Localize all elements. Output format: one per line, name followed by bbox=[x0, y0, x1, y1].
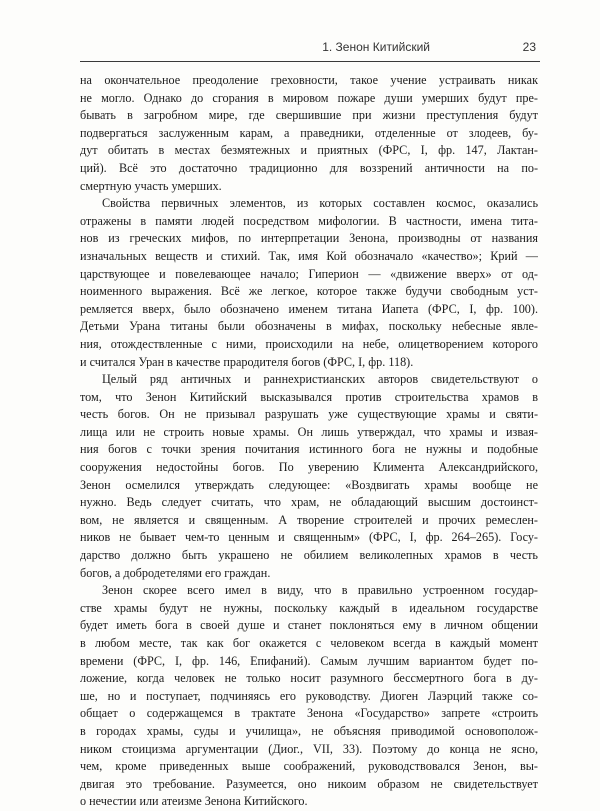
text-line: честь богов. Он не призывал разрушать уже существующие храмы и святи- bbox=[80, 407, 538, 422]
text-line: Зенон скорее всего имел в виду, что в правильно устроенном государ- bbox=[102, 583, 538, 598]
text-line: Целый ряд античных и раннехристианских авторов свидетельствуют о bbox=[102, 372, 538, 387]
text-line: ремляется вверх, было обозначено именем титана Иапета (ФРС, I, фр. 100). bbox=[80, 301, 538, 316]
text-line: ником стоицизма аргументации (Диог., VII, 33). Поэтому до конца не ясно, bbox=[80, 741, 538, 756]
text-line: вом, не является и священным. А творение строителей и прочих ремеслен- bbox=[80, 512, 538, 527]
text-line: лища или не строить новые храмы. Он лишь утверждал, что храмы и извая- bbox=[80, 424, 538, 439]
text-line: двигая это требование. Разумеется, оно никоим образом не свидетельствует bbox=[80, 776, 538, 791]
text-line: царствующее и повелевающее начало; Гиперион — «движение вверх» от од- bbox=[80, 266, 538, 281]
text-line: смертную участь умерших. bbox=[80, 178, 222, 193]
text-line: ложение, когда человек не только носит разумного бессмертного бога в ду- bbox=[80, 671, 538, 686]
page-text-body bbox=[80, 72, 538, 811]
text-line: стве храмы будут не нужны, поскольку каждый в идеальном государстве bbox=[80, 600, 538, 615]
text-line: нов из греческих мифов, по интерпретации Зенона, производны от названия bbox=[80, 231, 538, 246]
text-line: сооружения недостойны богов. По уверению Климента Александрийского, bbox=[80, 460, 538, 475]
text-line: не могло. Однако до сгорания в мировом пожаре души умерших будут пре- bbox=[80, 90, 538, 105]
paragraph bbox=[80, 195, 538, 371]
text-line: времени (ФРС, I, фр. 146, Епифаний). Самым лучшим вариантом будет по- bbox=[80, 653, 538, 668]
text-line: будет иметь бога в своей душе и станет поклоняться ему в личном общении bbox=[80, 618, 538, 633]
text-line: том, что Зенон Китийский высказывался против строительства храмов в bbox=[80, 389, 538, 404]
page-number: 23 bbox=[522, 40, 536, 54]
text-line: бывать в загробном мире, где свершившие при жизни преступления будут bbox=[80, 108, 538, 123]
text-line: дут обитать в местах безмятежных и приятных (ФРС, I, фр. 147, Лактан- bbox=[80, 143, 538, 158]
text-line: Зенон осмелился утверждать следующее: «Воздвигать храмы вообще не bbox=[80, 477, 538, 492]
text-line: богов, а добродетелями его граждан. bbox=[80, 565, 271, 580]
text-line: Свойства первичных элементов, из которых составлен космос, оказались bbox=[102, 196, 538, 211]
text-line: ния богов с точки зрения почитания истинного бога не нужны и подобные bbox=[80, 442, 538, 457]
text-line: ций). Всё это достаточно традиционно для воззрений античности на по- bbox=[80, 160, 538, 175]
paragraph bbox=[80, 371, 538, 582]
text-line: общает о содержащемся в трактате Зенона «Государство» запрете «строить bbox=[80, 706, 538, 721]
text-line: изначальных веществ и стихий. Так, имя Кой обозначало «качество»; Крий — bbox=[80, 248, 538, 263]
text-line: о нечестии или атеизме Зенона Китийского. bbox=[80, 794, 308, 809]
text-line: в любом месте, так как бог окажется с человеком всегда в каждый момент bbox=[80, 636, 538, 650]
running-head bbox=[80, 39, 540, 62]
paragraph bbox=[80, 72, 538, 195]
text-line: отражены в памяти людей посредством мифологии. В частности, имена тита- bbox=[80, 213, 538, 228]
text-line: нужно. Ведь следует считать, что храм, не обладающий высшим достоинст- bbox=[80, 495, 538, 510]
text-line: и считался Уран в качестве прародителя богов (ФРС, I, фр. 118). bbox=[80, 354, 414, 369]
text-line: ше, но и поступает, подчиняясь его руководству. Диоген Лаэрций также со- bbox=[80, 688, 538, 703]
text-line: чем, кроме приведенных выше соображений, руководствовался Зенон, вы- bbox=[80, 759, 538, 774]
text-line: подвергаться заслуженным карам, а праведники, отделенные от злодеев, бу- bbox=[80, 125, 538, 140]
text-line: ников не бывает чем-то ценным и священным» (ФРС, I, фр. 264–265). Госу- bbox=[80, 530, 538, 545]
text-line: в городах храмы, суды и училища», не объясняя приводимой основополож- bbox=[80, 723, 538, 738]
chapter-title: 1. Зенон Китийский bbox=[322, 40, 430, 54]
text-line: на окончательное преодоление греховности, такое учение устраивать никак bbox=[80, 73, 538, 87]
text-line: ноименного выражения. Всё же легкое, которое также будучи свободным уст- bbox=[80, 284, 538, 299]
text-line: Детьми Урана титаны были обозначены в мифах, поскольку небесные явле- bbox=[80, 319, 538, 334]
text-line: дарство должно быть украшено не обилием великолепных храмов в честь bbox=[80, 548, 538, 563]
paragraph bbox=[80, 582, 538, 811]
text-line: ния, отождествленные с ними, происходили на небе, олицетворением которого bbox=[80, 336, 538, 351]
